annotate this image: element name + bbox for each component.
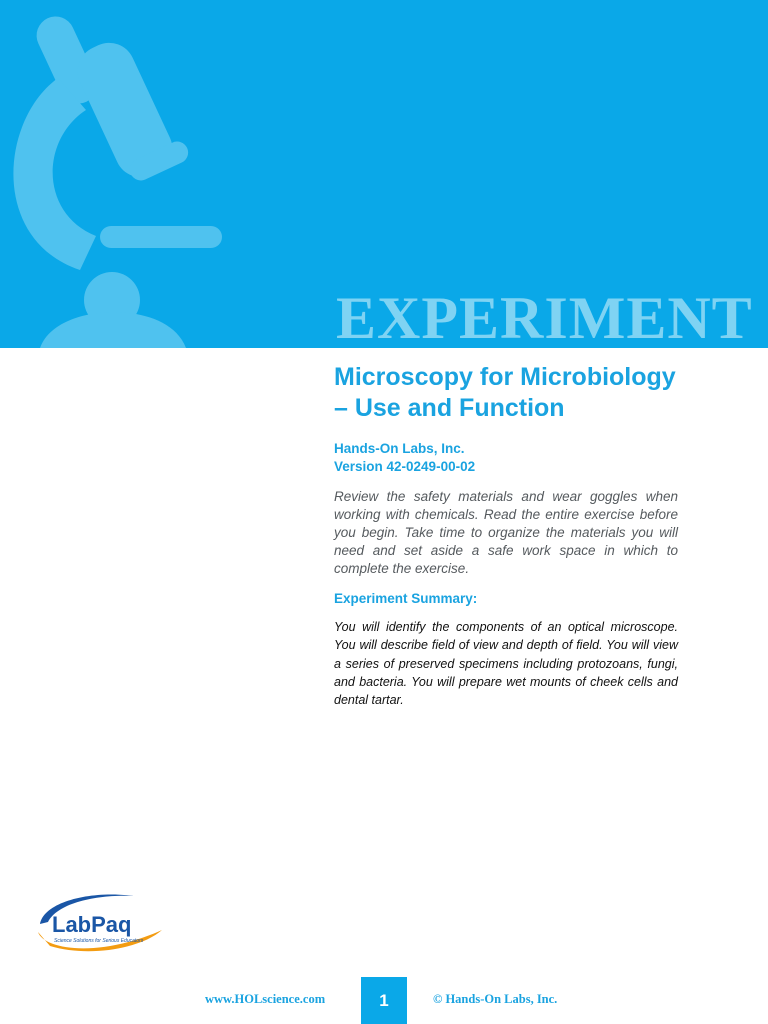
safety-intro: Review the safety materials and wear goggles when working with chemicals. Read the entire exercise before you begin. Take time to organize the materials you will need and set aside a safe work space in which to complete the exercise. [334, 489, 678, 576]
summary-heading: Experiment Summary: [334, 591, 478, 606]
microscope-icon [0, 0, 260, 348]
footer-copyright: © Hands-On Labs, Inc. [433, 992, 558, 1006]
labpaq-logo [30, 888, 166, 958]
footer-website-link[interactable]: www.HOLscience.com [205, 992, 326, 1006]
page-number: 1 [361, 977, 407, 1024]
publisher-block [334, 440, 678, 476]
header-banner [0, 0, 768, 348]
svg-text:LabPaq: LabPaq [52, 912, 132, 937]
version-number: Version 42-0249-00-02 [334, 459, 476, 474]
document-body [334, 362, 678, 709]
banner-title: EXPERIMENT [336, 285, 753, 348]
publisher-name: Hands-On Labs, Inc. [334, 441, 465, 456]
svg-text:Science Solutions for Serious: Science Solutions for Serious Educators [54, 938, 144, 944]
summary-text: You will identify the components of an optical microscope. You will describe field of view and depth of field. You will view a series of preserved specimens including protozoans, fungi, and bacteria. You will prepare wet mounts of cheek cells and dental tartar. [334, 620, 678, 708]
page-title: Microscopy for Microbiology – Use and Function [334, 363, 676, 422]
labpaq-logo-graphic [30, 888, 166, 958]
